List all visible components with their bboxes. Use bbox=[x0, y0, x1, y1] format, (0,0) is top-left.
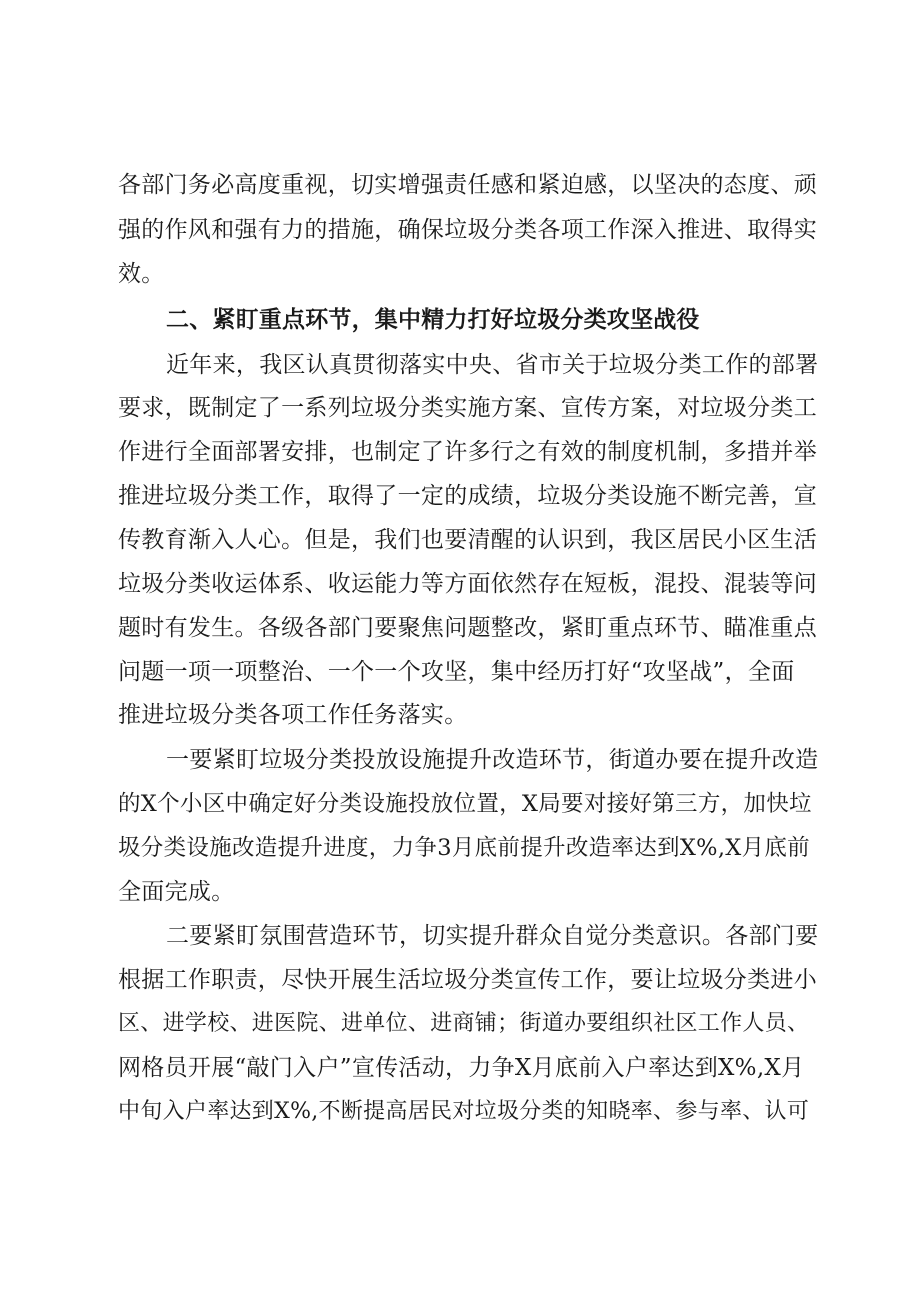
text-line: 网格员开展“敲门入户”宣传活动，力争X月底前入户率达到X%,X月 bbox=[118, 1055, 805, 1081]
text-line: 区、进学校、进医院、进单位、进商铺；街道办要组织社区工作人员、 bbox=[118, 1011, 810, 1036]
text-line: 推进垃圾分类各项工作任务落实。 bbox=[118, 702, 468, 728]
section-heading: 二、紧盯重点环节，集中精力打好垃圾分类攻坚战役 bbox=[166, 307, 700, 333]
text-line: 效。 bbox=[118, 261, 165, 287]
text-line: 垃圾分类收运体系、收运能力等方面依然存在短板，混投、混装等问 bbox=[118, 571, 817, 597]
text-line: 问题一项一项整治、一个一个攻坚，集中经历打好“攻坚战”，全面 bbox=[118, 659, 795, 685]
text-line: 全面完成。 bbox=[118, 879, 235, 905]
text-line: 二要紧盯氛围营造环节，切实提升群众自觉分类意识。各部门要 bbox=[166, 923, 819, 949]
text-line: 强的作风和强有力的措施，确保垃圾分类各项工作深入推进、取得实 bbox=[118, 217, 817, 243]
text-line: 作进行全面部署安排，也制定了许多行之有效的制度机制，多措并举 bbox=[118, 439, 817, 465]
text-line: 一要紧盯垃圾分类投放设施提升改造环节，街道办要在提升改造 bbox=[166, 747, 819, 773]
text-line: 中旬入户率达到X%,不断提高居民对垃圾分类的知晓率、参与率、认可 bbox=[118, 1099, 810, 1124]
text-line: 传教育渐入人心。但是，我们也要清醒的认识到，我区居民小区生活 bbox=[118, 527, 817, 553]
text-line: 推进垃圾分类工作，取得了一定的成绩，垃圾分类设施不断完善，宣 bbox=[118, 483, 817, 509]
text-line: 要求，既制定了一系列垃圾分类实施方案、宣传方案，对垃圾分类工 bbox=[118, 395, 817, 421]
text-line: 近年来，我区认真贯彻落实中央、省市关于垃圾分类工作的部署 bbox=[166, 352, 819, 378]
text-line: 根据工作职责，尽快开展生活垃圾分类宣传工作，要让垃圾分类进小 bbox=[118, 967, 817, 993]
text-line: 圾分类设施改造提升进度，力争3月底前提升改造率达到X%,X月底前 bbox=[118, 835, 810, 861]
text-line: 的X个小区中确定好分类设施投放位置，X局要对接好第三方，加快垃 bbox=[118, 791, 812, 817]
text-line: 各部门务必高度重视，切实增强责任感和紧迫感，以坚决的态度、顽 bbox=[118, 172, 817, 198]
text-line: 题时有发生。各级各部门要聚焦问题整改，紧盯重点环节、瞄准重点 bbox=[118, 615, 817, 641]
